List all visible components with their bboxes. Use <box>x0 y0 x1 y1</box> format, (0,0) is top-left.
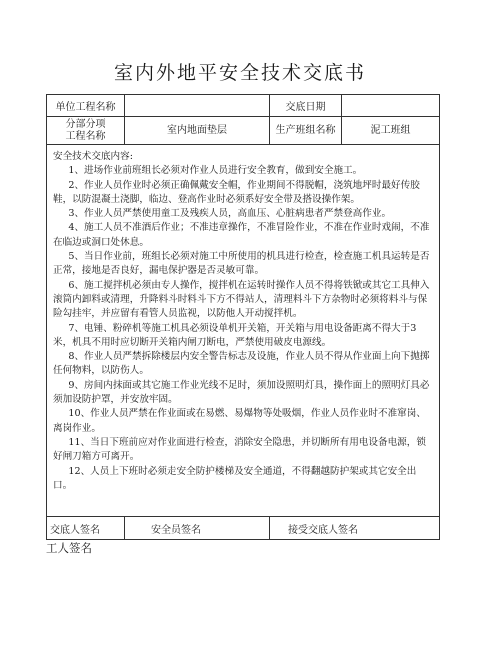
team-value: 泥工班组 <box>342 117 440 145</box>
content-item: 6、施工搅拌机必须由专人操作，搅拌机在运转时操作人员不得将铁锨或其它工具伸入滚筒内卸料或清理，升降料斗时料斗下方不得站人，清理料斗下方杂物时必须将料斗与保险勾挂牢，并应留有看管人员监视，以防他人开动搅拌机。 <box>53 279 430 320</box>
content-heading: 安全技术交底内容: <box>53 151 133 162</box>
content-item: 2、作业人员作业时必须正确佩戴安全帽，作业期间不得脱帽，浇筑地坪时最好传胶鞋，以防混凝土浇脚，临边、登高作业时必须系好安全带及搭设操作架。 <box>53 179 420 205</box>
content-item: 3、作业人员严禁使用童工及残疾人员，高血压、心脏病患者严禁登高作业。 <box>68 208 392 220</box>
form-row-subproject <box>47 117 440 145</box>
subproject-value: 室内地面垫层 <box>125 117 270 145</box>
content-item: 9、房间内抹面或其它施工作业光线不足时，须加设照明灯具，操作面上的照明灯具必须加设防护罩，并安放牢固。 <box>53 379 430 406</box>
team-label: 生产班组名称 <box>270 117 342 145</box>
date-label: 交底日期 <box>270 95 342 117</box>
receiver-signature-label: 接受交底人签名 <box>270 517 440 540</box>
content-item: 1、进场作业前班组长必须对作业人员进行安全教育，做到安全施工。 <box>68 165 363 177</box>
safety-officer-signature-label: 安全员签名 <box>125 517 270 540</box>
unit-project-value <box>125 95 270 117</box>
content-item: 7、电锤、粉碎机等施工机具必须设单机开关箱，开关箱与用电设备距离不得大于3米，机具不用时应切断开关箱内闸刀断电，严禁使用破皮电源线。 <box>53 322 417 348</box>
content-item: 5、当日作业前，班组长必须对施工中所使用的机具进行检查，检查施工机具运转是否正常，接地是否良好，漏电保护器是否灵敏可靠。 <box>53 251 430 277</box>
disclosure-form-table <box>46 94 440 540</box>
document-title: 室内外地平安全技术交底书 <box>113 62 366 84</box>
date-value <box>342 95 440 117</box>
subproject-label: 分部分项 工程名称 <box>47 117 125 145</box>
content-item: 8、作业人员严禁拆除楼层内安全警告标志及设施，作业人员不得从作业面上向下抛掷任何物料，以防伤人。 <box>53 351 430 377</box>
unit-project-label: 单位工程名称 <box>47 95 125 117</box>
form-row-content <box>47 145 440 517</box>
content-item: 12、人员上下班时必须走安全防护楼梯及安全通道，不得翻越防护架或其它安全出口。 <box>53 465 417 491</box>
form-row-unit-project <box>47 95 440 117</box>
disclosure-content <box>47 145 440 517</box>
content-item: 10、作业人员严禁在作业面或在易燃、易爆物等处吸烟，作业人员作业时不准窜岗、离岗作业。 <box>53 408 426 434</box>
content-item: 4、施工人员不准酒后作业；不准违章操作，不准冒险作业，不准在作业时戏闹，不准在临边或洞口处休息。 <box>53 222 430 248</box>
form-row-signatures <box>47 517 440 540</box>
workers-signature-label: 工人签名 <box>46 541 92 555</box>
content-item: 11、当日下班前应对作业面进行检查，消除安全隐患，并切断所有用电设备电源，锁好闸刀箱方可离开。 <box>53 436 426 463</box>
discloser-signature-label: 交底人签名 <box>47 517 125 540</box>
